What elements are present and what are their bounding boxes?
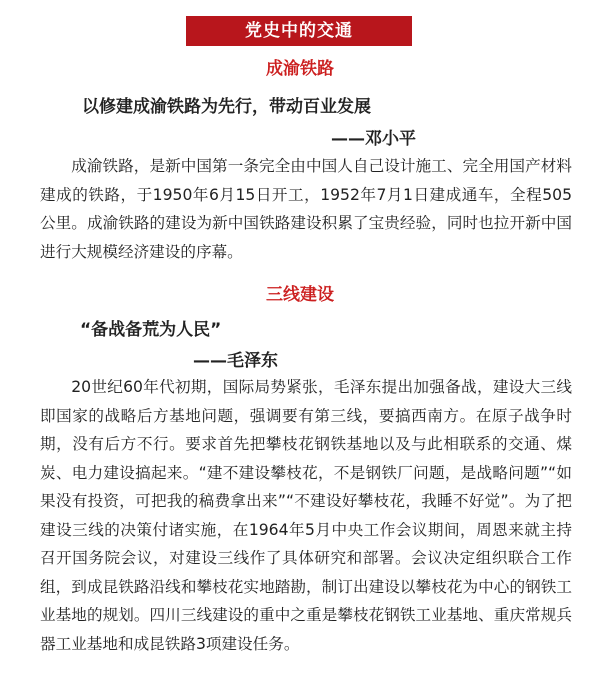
- header-banner: 党史中的交通: [186, 16, 412, 46]
- section1-attribution: ——邓小平: [331, 129, 416, 149]
- section-title-third-front: 三线建设: [266, 285, 334, 305]
- section2-paragraph: 20世纪60年代初期，国际局势紧张，毛泽东提出加强备战，建设大三线即国家的战略后方基地问题，强调要有第三线，要搞西南方。在原子战争时期，没有后方不行。要求首先把攀枝花钢铁基地以及与此相联系的交通、煤炭、电力建设搞起来。“建不建设攀枝花，不是钢铁厂问题，是战略问题”“如果没有投资，可把我的稿费拿出来”“不建设好攀枝花，我睡不好觉”。为了把建设三线的决策付诸实施，在1964年5月中央工作会议期间，周恩来就主持召开国务院会议，对建设三线作了具体研究和部署。会议决定组织联合工作组，到成昆铁路沿线和攀枝花实地踏勘，制订出建设以攀枝花为中心的钢铁工业基地的规划。四川三线建设的重中之重是攀枝花钢铁工业基地、重庆常规兵器工业基地和成昆铁路3项建设任务。: [40, 378, 572, 653]
- section2-quote: “备战备荒为人民”: [80, 320, 222, 340]
- section2-attribution: ——毛泽东: [193, 351, 278, 371]
- section1-paragraph: 成渝铁路，是新中国第一条完全由中国人自己设计施工、完全用国产材料建成的铁路，于1950年6月15日开工，1952年7月1日建成通车，全程505公里。成渝铁路的建设为新中国铁路建设积累了宝贵经验，同时也拉开新中国进行大规模经济建设的序幕。: [40, 157, 572, 261]
- section-title-chengyu-railway: 成渝铁路: [266, 59, 334, 79]
- section1-quote: 以修建成渝铁路为先行，带动百业发展: [82, 97, 371, 117]
